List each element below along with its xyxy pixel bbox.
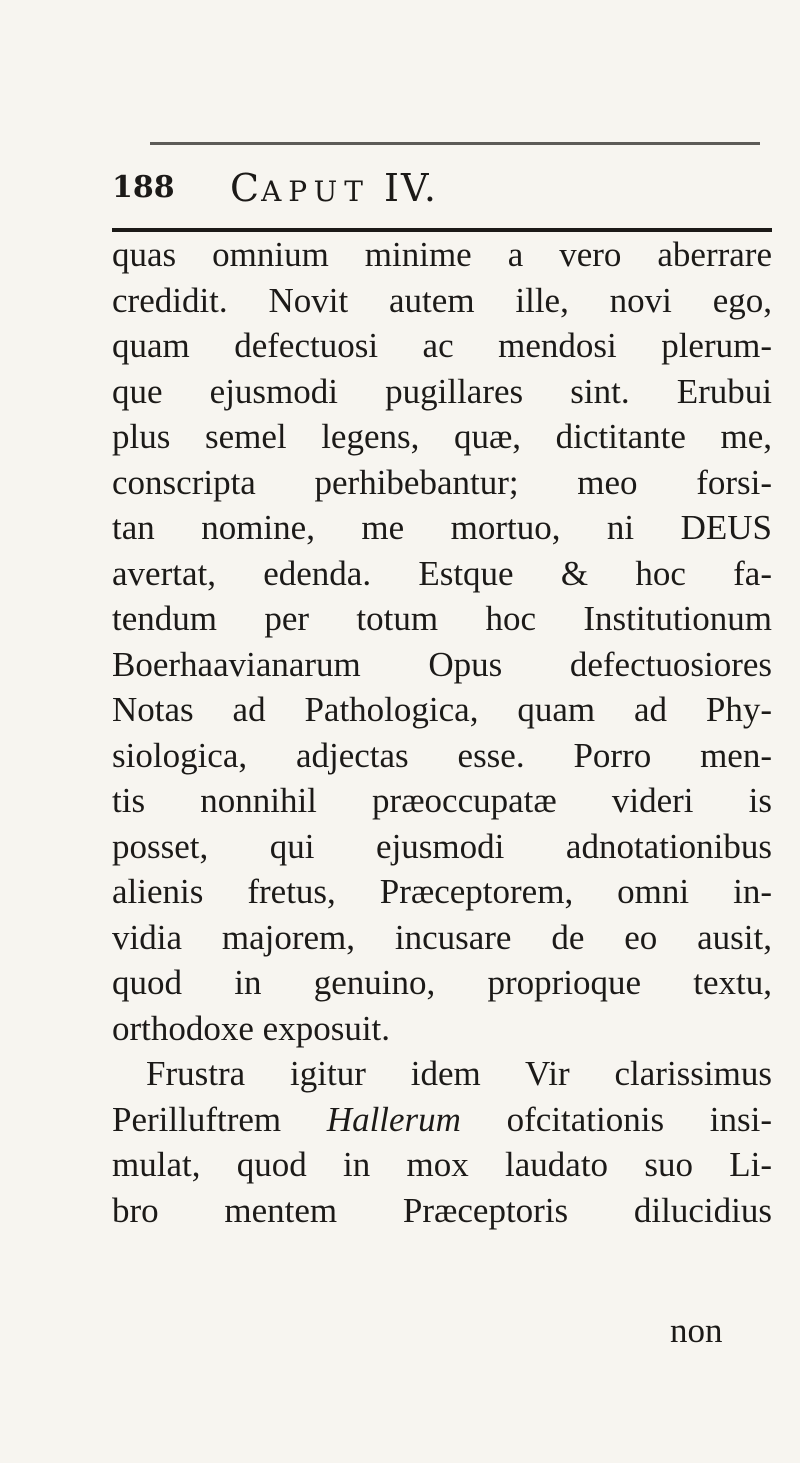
text-line: tendum per totum hoc Institutionum	[112, 599, 772, 638]
text-line: conscripta perhibebantur; meo forsi-	[112, 462, 772, 502]
text-line: tis nonnihil præoccupatæ videri is	[112, 781, 772, 820]
text-line-with-italic	[112, 1097, 772, 1143]
text-line: que ejusmodi pugillares sint. Erubui	[112, 371, 772, 411]
italic-name: Hallerum	[326, 1099, 461, 1139]
text-line: vidia majorem, incusare de eo ausit,	[112, 917, 772, 957]
running-head-rest: APUT	[261, 175, 370, 208]
top-rule	[150, 142, 760, 145]
running-head	[230, 163, 438, 217]
text-line: tan nomine, me mortuo, ni DEUS	[112, 508, 772, 547]
text-line: posset, qui ejusmodi adnotationibus	[112, 826, 772, 866]
person-name: Perilluftrem	[112, 1099, 282, 1139]
page-header	[0, 163, 800, 213]
text-line: siologica, adjectas esse. Porro men-	[112, 735, 772, 775]
body-text	[112, 232, 772, 1233]
page-number: 188	[112, 170, 175, 205]
text-line: orthodoxe exposuit.	[112, 1008, 391, 1048]
text-line: credidit. Novit autem ille, novi ego,	[112, 280, 772, 320]
text-line: mulat, quod in mox laudato suo Li-	[112, 1145, 772, 1184]
text-line: quam defectuosi ac mendosi plerum-	[112, 326, 772, 365]
text-line: Notas ad Pathologica, quam ad Phy-	[112, 690, 772, 729]
text-line-paragraph-start: Frustra igitur idem Vir clarissimus	[146, 1054, 772, 1093]
text-line: plus semel legens, quæ, dictitante me,	[112, 417, 772, 456]
text-line: Boerhaavianarum Opus defectuosiores	[112, 644, 772, 684]
text-line: quod in genuino, proprioque textu,	[112, 963, 772, 1002]
text-line: avertat, edenda. Estque & hoc fa-	[112, 553, 772, 593]
text-line: quas omnium minime a vero aberrare	[112, 235, 772, 274]
running-head-chapter: IV.	[384, 166, 438, 210]
running-head-initial: C	[230, 166, 262, 210]
text-fragment: ofcitationis insi-	[506, 1099, 772, 1139]
text-line: alienis fretus, Præceptorem, omni in-	[112, 872, 772, 911]
catchword: non	[670, 1311, 723, 1350]
text-line: bro mentem Præceptoris dilucidius	[112, 1190, 772, 1230]
